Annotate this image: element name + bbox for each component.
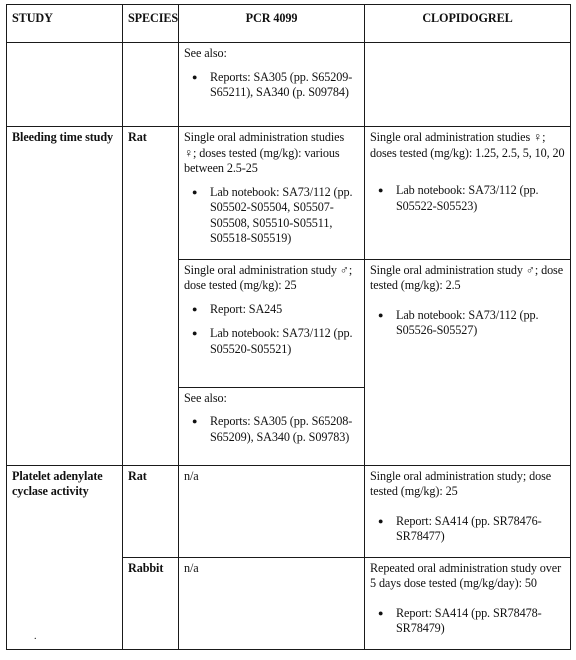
study-cell: Platelet adenylate cyclase activity — [7, 465, 123, 649]
species-cell: Rat — [123, 127, 179, 466]
list-item: ● Lab notebook: SA73/112 (pp. S05502-S05504, S05507-S05508, S05510-S05511, S05518-S05519) — [210, 185, 359, 247]
list-item: ● Report: SA414 (pp. SR78478-SR78479) — [396, 606, 565, 637]
header-pcr-4099: PCR 4099 — [179, 5, 365, 43]
see-also-label: See also: — [184, 46, 227, 60]
clopidogrel-cell — [365, 43, 571, 127]
clopidogrel-cell — [365, 557, 571, 649]
bullet-list — [184, 70, 359, 101]
pcr-cell: n/a — [179, 557, 365, 649]
study-cell: Bleeding time study — [7, 127, 123, 466]
list-item: ● Lab notebook: SA73/112 (pp. S05526-S05527) — [396, 308, 565, 339]
study-table — [6, 4, 571, 650]
header-clopidogrel: CLOPIDOGREL — [365, 5, 571, 43]
species-cell: Rat — [123, 465, 179, 557]
list-item: ● Report: SA245 — [210, 302, 359, 318]
study-cell — [7, 43, 123, 127]
bullet-list — [370, 183, 565, 214]
header-study: STUDY — [7, 5, 123, 43]
list-item: ● Reports: SA305 (pp. S65209-S65211), SA340 (p. S09784) — [210, 70, 359, 101]
header-species: SPECIES — [123, 5, 179, 43]
pcr-cell: n/a — [179, 465, 365, 557]
list-item: ● Lab notebook: SA73/112 (pp. S05522-S05523) — [396, 183, 565, 214]
cell-text: Single oral administration study ♂; dose tested (mg/kg): 2.5 — [370, 262, 564, 292]
list-item: ● Lab notebook: SA73/112 (pp. S05520-S05521) — [210, 326, 359, 357]
table-row — [7, 127, 571, 260]
cell-text: Single oral administration studies ♀; doses tested (mg/kg): 1.25, 2.5, 5, 10, 20 — [370, 130, 565, 160]
table-row — [7, 465, 571, 557]
clopidogrel-cell — [365, 465, 571, 557]
species-cell — [123, 43, 179, 127]
bullet-list — [370, 606, 565, 637]
pcr-cell — [179, 43, 365, 127]
table-row — [7, 43, 571, 127]
species-cell: Rabbit — [123, 557, 179, 649]
pcr-cell — [179, 259, 365, 387]
pcr-cell — [179, 387, 365, 465]
pcr-cell — [179, 127, 365, 260]
cell-text: Single oral administration studies ♀; doses tested (mg/kg): various between 2.5-25 — [184, 130, 345, 175]
bullet-list — [184, 302, 359, 358]
bullet-list — [184, 185, 359, 247]
bullet-list — [370, 514, 565, 545]
list-item: ● Report: SA414 (pp. SR78476-SR78477) — [396, 514, 565, 545]
document-page — [6, 4, 570, 656]
bullet-list — [184, 414, 359, 445]
cell-text: Single oral administration study; dose tested (mg/kg): 25 — [370, 468, 552, 498]
see-also-label: See also: — [184, 390, 227, 405]
list-item: ● Reports: SA305 (pp. S65208-S65209), SA340 (p. S09783) — [210, 414, 359, 445]
clopidogrel-cell — [365, 259, 571, 465]
clopidogrel-cell — [365, 127, 571, 260]
bullet-list — [370, 308, 565, 339]
cell-text: Single oral administration study ♂; dose tested (mg/kg): 25 — [184, 262, 353, 292]
cell-text: Repeated oral administration study over 5 days dose tested (mg/kg/day): 50 — [370, 560, 562, 590]
stray-mark: . — [34, 631, 37, 642]
header-row — [7, 5, 571, 43]
